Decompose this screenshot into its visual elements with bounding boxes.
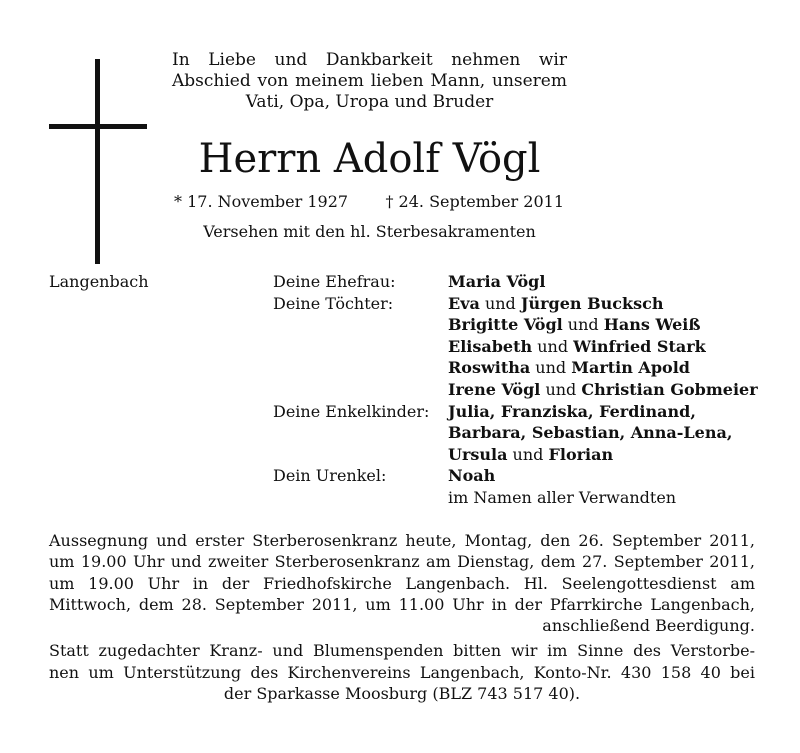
family-row [49, 357, 789, 379]
person-name: Maria Vögl [448, 272, 546, 291]
notice-line: um 19.00 Uhr und zweiter Sterberosenkranz am Dienstag, dem 27. September 2011, [49, 552, 755, 572]
person-names: Barbara, Sebastian, Anna-Lena, [448, 423, 733, 443]
family-row [49, 401, 789, 423]
person-name: Elisabeth [448, 336, 533, 356]
service-notice [49, 530, 755, 708]
deceased-name: Herrn Adolf Vögl [198, 136, 541, 182]
family-row [49, 487, 789, 509]
birth-date: * 17. November 1927 [174, 192, 349, 211]
intro-line: Vati, Opa, Uropa und Bruder [245, 92, 494, 112]
death-date: † 24. September 2011 [385, 192, 564, 211]
notice-line: nen um Unterstützung des Kirchenvereins Langenbach, Konto-Nr. 430 158 40 bei [49, 662, 755, 682]
person-name: Jürgen Bucksch [520, 293, 664, 313]
relation-label: Deine Enkelkinder: [273, 401, 430, 421]
person-name: Hans Weiß [603, 315, 701, 335]
cross-icon [95, 59, 100, 264]
notice-line: um 19.00 Uhr in der Friedhofskirche Langenbach. Hl. Seelengottesdienst am [49, 573, 755, 593]
family-row [49, 379, 789, 401]
intro-line: Abschied von meinem lieben Mann, unserem [172, 71, 567, 91]
person-names: Julia, Franziska, Ferdinand, [448, 401, 696, 421]
sacraments-line: Versehen mit den hl. Sterbesakramenten [203, 222, 536, 241]
person-name: Florian [548, 444, 614, 464]
intro-text [172, 50, 567, 113]
person-name: Roswitha [448, 358, 531, 378]
relation-value [448, 379, 758, 401]
notice-line: Mittwoch, dem 28. September 2011, um 11.00 Uhr in der Pfarrkirche Langenbach, [49, 594, 755, 614]
person-name: Noah [448, 466, 496, 486]
person-name: Irene Vögl [448, 379, 541, 399]
life-dates [174, 192, 564, 212]
relation-label: Deine Ehefrau: [273, 272, 396, 291]
conjunction: und [562, 315, 604, 335]
conjunction: und [540, 379, 582, 399]
conjunction: und [507, 444, 549, 464]
family-list [49, 271, 789, 509]
intro-line: In Liebe und Dankbarkeit nehmen wir [172, 50, 567, 70]
person-name: Martin Apold [571, 358, 690, 378]
notice-line: anschließend Beerdigung. [542, 616, 755, 636]
notice-line: der Sparkasse Moosburg (BLZ 743 517 40). [223, 684, 581, 704]
relation-value [448, 293, 663, 315]
place-name: Langenbach [49, 272, 149, 291]
family-row [49, 465, 789, 487]
family-row [49, 293, 789, 315]
donation-paragraph [49, 640, 755, 704]
person-name: Winfried Stark [573, 336, 706, 356]
conjunction: und [479, 293, 521, 313]
relation-value [448, 422, 732, 444]
conjunction: und [532, 336, 574, 356]
relation-value [448, 357, 690, 379]
family-row [49, 336, 789, 358]
notice-line: Statt zugedachter Kranz- und Blumenspenden bitten wir im Sinne des Verstorbe- [49, 641, 755, 661]
relatives-line: im Namen aller Verwandten [448, 487, 677, 507]
family-row [49, 422, 789, 444]
relation-label: Deine Töchter: [273, 293, 394, 313]
relation-value [448, 444, 613, 466]
obituary-notice [2, 2, 798, 751]
person-name: Brigitte Vögl [448, 315, 563, 335]
family-row [49, 444, 789, 466]
relation-value [448, 465, 495, 487]
relation-value [448, 336, 706, 358]
cross-icon-bar [49, 124, 147, 129]
relation-label: Dein Urenkel: [273, 466, 387, 486]
relation-value [448, 271, 545, 293]
notice-line: Aussegnung und erster Sterberosenkranz heute, Montag, den 26. September 2011, [49, 531, 755, 550]
person-name: Christian Gobmeier [581, 379, 758, 399]
person-name: Eva [448, 293, 480, 313]
conjunction: und [530, 358, 572, 378]
family-row [49, 314, 789, 336]
person-name: Ursula [448, 444, 508, 464]
relation-value [448, 401, 696, 423]
relation-value [448, 314, 701, 336]
family-row [49, 271, 789, 293]
service-paragraph [49, 530, 755, 636]
